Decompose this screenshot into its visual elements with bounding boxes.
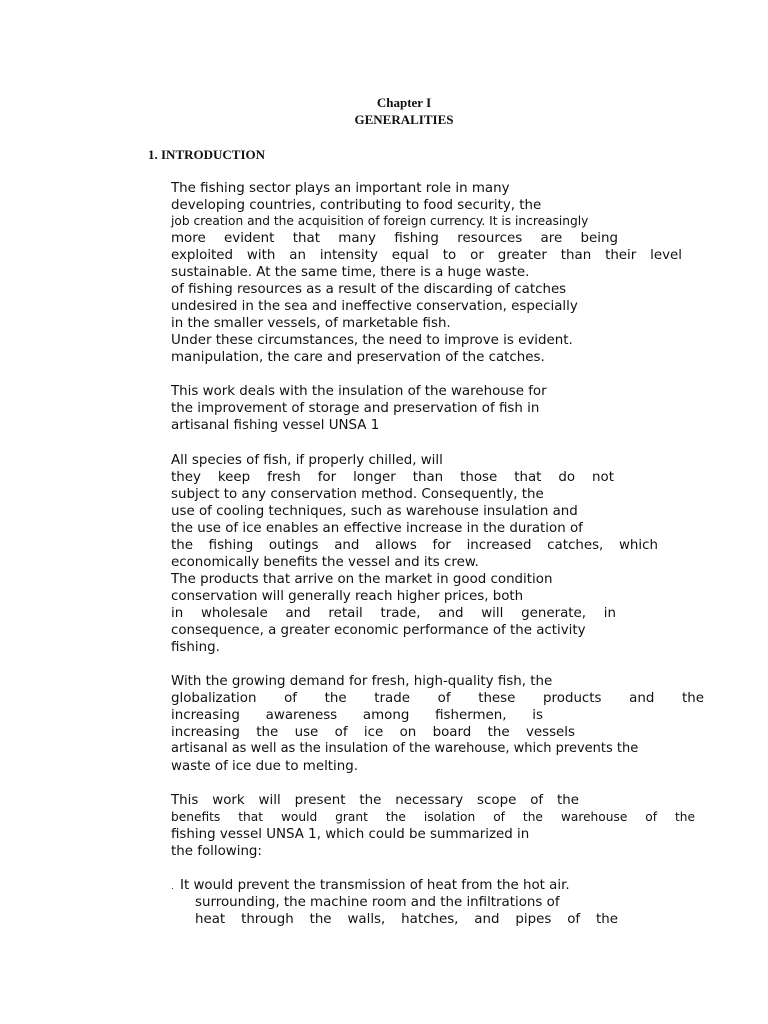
bullet-line: surrounding, the machine room and the infiltrations of (195, 895, 560, 910)
paragraph-line: benefits that would grant the isolation of the warehouse of the (171, 810, 695, 824)
paragraph-line: artisanal fishing vessel UNSA 1 (171, 418, 380, 433)
paragraph-line: the improvement of storage and preservation of fish in (171, 401, 540, 416)
paragraph-line: waste of ice due to melting. (171, 759, 359, 774)
paragraph-line: economically benefits the vessel and its crew. (171, 555, 479, 570)
paragraph-line: undesired in the sea and ineffective conservation, especially (171, 299, 578, 314)
paragraph-line: With the growing demand for fresh, high-quality fish, the (171, 674, 553, 689)
paragraph-line: conservation will generally reach higher prices, both (171, 589, 524, 604)
paragraph-line: exploited with an intensity equal to or greater than their level (171, 248, 682, 263)
paragraph-line: they keep fresh for longer than those that do not (171, 470, 614, 485)
paragraph-line: manipulation, the care and preservation of the catches. (171, 350, 545, 365)
chapter-title: GENERALITIES (354, 112, 454, 127)
paragraph-line: All species of fish, if properly chilled, will (171, 453, 443, 468)
paragraph-line: use of cooling techniques, such as warehouse insulation and (171, 504, 578, 519)
paragraph-line: The products that arrive on the market in good condition (171, 572, 553, 587)
paragraph-line: of fishing resources as a result of the discarding of catches (171, 282, 567, 297)
paragraph-line: The fishing sector plays an important role in many (171, 181, 510, 196)
chapter-label: Chapter I (376, 95, 432, 110)
bullet-marker: . (171, 882, 174, 892)
paragraph-line: the following: (171, 844, 262, 859)
paragraph-line: fishing vessel UNSA 1, which could be summarized in (171, 827, 530, 842)
paragraph-line: This work will present the necessary scope of the (171, 793, 579, 808)
section-heading: 1. INTRODUCTION (148, 147, 266, 162)
paragraph-line: in wholesale and retail trade, and will generate, in (171, 606, 616, 621)
paragraph-line: the use of ice enables an effective increase in the duration of (171, 521, 583, 536)
paragraph-line: sustainable. At the same time, there is a huge waste. (171, 265, 530, 280)
bullet-line: heat through the walls, hatches, and pipes of the (195, 912, 618, 927)
paragraph-line: the fishing outings and allows for increased catches, which (171, 538, 658, 553)
paragraph-line: in the smaller vessels, of marketable fish. (171, 316, 451, 331)
paragraph-line: Under these circumstances, the need to improve is evident. (171, 333, 573, 348)
paragraph-line: This work deals with the insulation of the warehouse for (171, 384, 547, 399)
bullet-line: It would prevent the transmission of heat from the hot air. (180, 878, 570, 893)
paragraph-line: job creation and the acquisition of foreign currency. It is increasingly (171, 214, 589, 228)
paragraph-line: increasing the use of ice on board the vessels (171, 725, 575, 740)
paragraph-line: increasing awareness among fishermen, is (171, 708, 543, 723)
paragraph-line: fishing. (171, 640, 220, 655)
paragraph-line: subject to any conservation method. Consequently, the (171, 487, 544, 502)
paragraph-line: consequence, a greater economic performance of the activity (171, 623, 586, 638)
paragraph-line: more evident that many fishing resources are being (171, 231, 618, 246)
paragraph-line: developing countries, contributing to food security, the (171, 198, 542, 213)
paragraph-line: artisanal as well as the insulation of the warehouse, which prevents the (171, 741, 639, 756)
paragraph-line: globalization of the trade of these products and the (171, 691, 704, 706)
